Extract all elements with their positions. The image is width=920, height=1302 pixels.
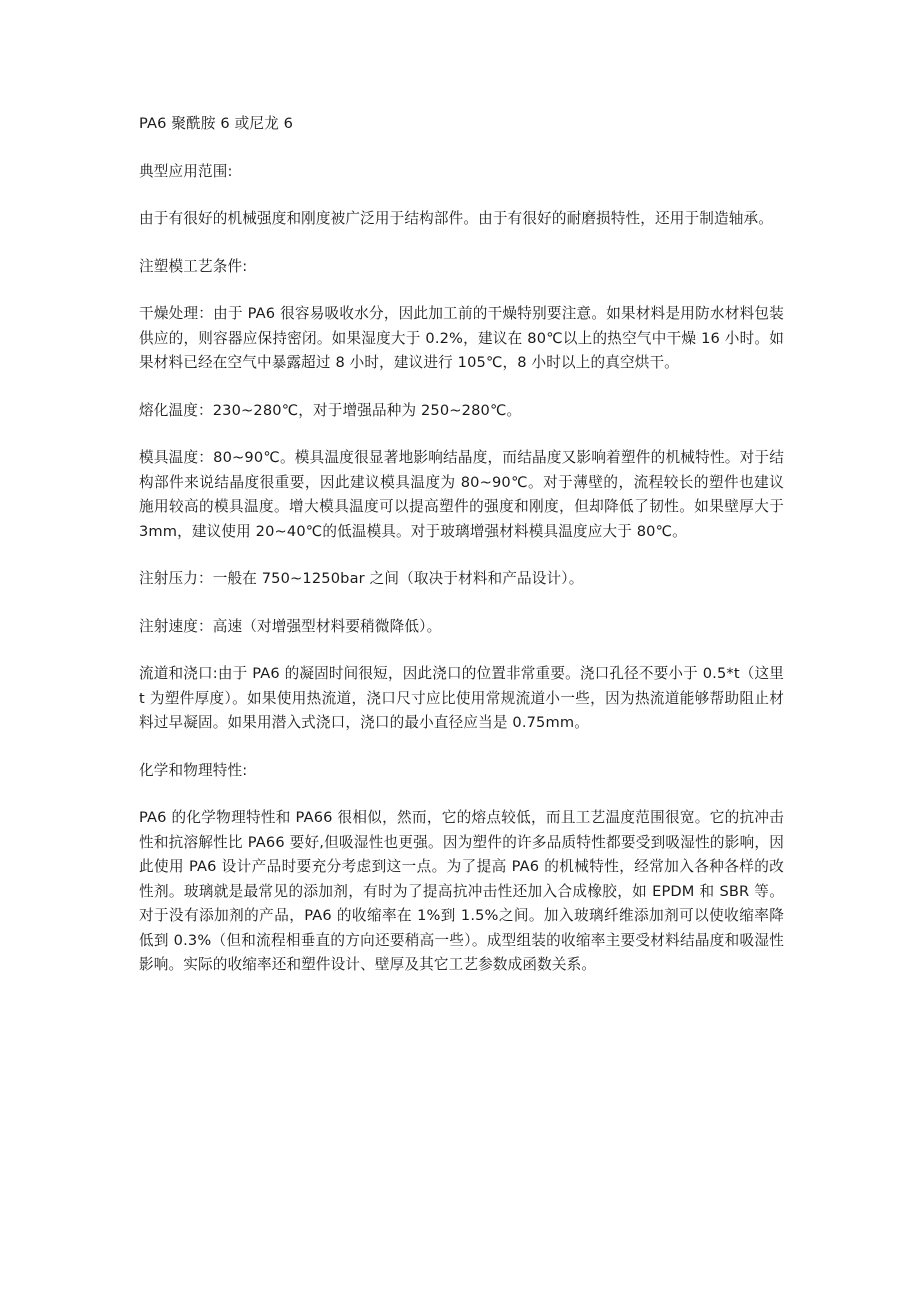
injection-pressure-paragraph: 注射压力：一般在 750~1250bar 之间（取决于材料和产品设计）。	[139, 570, 584, 587]
document-title: PA6 聚酰胺 6 或尼龙 6	[139, 115, 294, 132]
chemical-physical-heading: 化学和物理特性:	[139, 761, 248, 779]
mold-temperature-paragraph: 模具温度：80~90℃。模具温度很显著地影响结晶度，而结晶度又影响着塑件的机械特性。对于结构部件来说结晶度很重要，因此建议模具温度为 80~90℃。对于薄壁的，流程较长的塑件也建议施用较高的模具温度。增大模具温度可以提高塑件的强度和刚度，但却降低了韧性。如果壁厚大于 3mm，建议使用 20~40℃的低温模具。对于玻璃增强材料模具温度应大于 80℃。	[139, 449, 784, 540]
runner-gate-paragraph: 流道和浇口:由于 PA6 的凝固时间很短，因此浇口的位置非常重要。浇口孔径不要小于 0.5*t（这里 t 为塑件厚度）。如果使用热流道，浇口尺寸应比使用常规流道小一些，因为热流道能够帮助阻止材料过早凝固。如果用潜入式浇口，浇口的最小直径应当是 0.75mm。	[139, 665, 784, 731]
drying-paragraph: 干燥处理：由于 PA6 很容易吸收水分，因此加工前的干燥特别要注意。如果材料是用防水材料包装供应的，则容器应保持密闭。如果湿度大于 0.2%，建议在 80℃以上的热空气中干燥 16 小时。如果材料已经在空气中暴露超过 8 小时，建议进行 105℃，8 小时以上的真空烘干。	[139, 305, 784, 371]
typical-applications-paragraph: 由于有很好的机械强度和刚度被广泛用于结构部件。由于有很好的耐磨损特性，还用于制造轴承。	[139, 210, 773, 227]
chemical-physical-paragraph: PA6 的化学物理特性和 PA66 很相似，然而，它的熔点较低，而且工艺温度范围很宽。它的抗冲击性和抗溶解性比 PA66 要好,但吸湿性也更强。因为塑件的许多品质特性都要受到吸湿性的影响，因此使用 PA6 设计产品时要充分考虑到这一点。为了提高 PA6 的机械特性，经常加入各种各样的改性剂。玻璃就是最常见的添加剂，有时为了提高抗冲击性还加入合成橡胶，如 EPDM 和 SBR 等。对于没有添加剂的产品，PA6 的收缩率在 1%到 1.5%之间。加入玻璃纤维添加剂可以使收缩率降低到 0.3%（但和流程相垂直的方向还要稍高一些）。成型组装的收缩率主要受材料结晶度和吸湿性影响。实际的收缩率还和塑件设计、壁厚及其它工艺参数成函数关系。	[139, 809, 784, 973]
typical-applications-heading: 典型应用范围:	[139, 162, 233, 180]
molding-conditions-heading: 注塑模工艺条件:	[139, 257, 248, 275]
melt-temperature-paragraph: 熔化温度：230~280℃，对于增强品种为 250~280℃。	[139, 401, 522, 419]
injection-speed-paragraph: 注射速度：高速（对增强型材料要稍微降低）。	[139, 617, 442, 635]
document-body	[139, 112, 784, 978]
